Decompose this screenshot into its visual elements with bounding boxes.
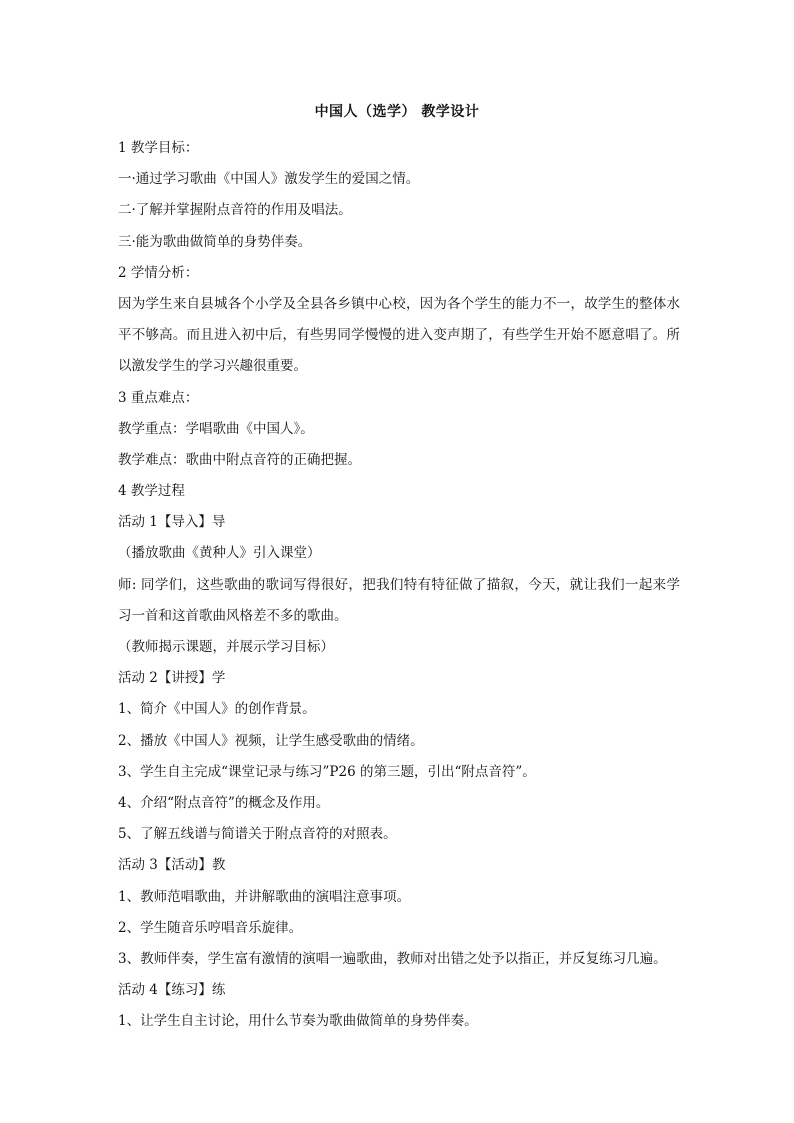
activity-step: 1、让学生自主讨论，用什么节奏为歌曲做简单的身势伴奏。 (118, 1013, 478, 1030)
section-heading-process: 4 教学过程 (118, 483, 185, 500)
difficulty-item: 教学难点：歌曲中附点音符的正确把握。 (118, 451, 361, 468)
activity-heading: 活动 2【讲授】学 (118, 670, 226, 687)
activity-heading: 活动 4【练习】练 (118, 982, 226, 999)
activity-step: 2、播放《中国人》视频，让学生感受歌曲的情绪。 (118, 732, 424, 749)
section-heading-objectives: 1 教学目标： (118, 140, 199, 156)
activity-step: 1、简介《中国人》的创作背景。 (118, 701, 316, 718)
activity-step: 3、教师伴奏，学生富有激情的演唱一遍歌曲，教师对出错之处予以指正，并反复练习几遍。 (118, 950, 667, 967)
teacher-speech-paragraph: 师: 同学们，这些歌曲的歌词写得很好，把我们特有特征做了描叙，今天，就让我们一起来学习一首和这首歌曲风格差不多的歌曲。 (118, 576, 680, 624)
activity-step: 2、学生随音乐哼唱音乐旋律。 (118, 919, 303, 936)
document-body (118, 133, 680, 1038)
section-heading-key-points: 3 重点难点： (118, 389, 199, 406)
objective-item: 三·能为歌曲做简单的身势伴奏。 (118, 233, 312, 250)
activity-note: （播放歌曲《黄种人》引入课堂） (118, 545, 321, 562)
objective-item: 一·通过学习歌曲《中国人》激发学生的爱国之情。 (118, 171, 420, 188)
activity-step: 3、学生自主完成“课堂记录与练习”P26 的第三题，引出“附点音符”。 (118, 763, 536, 780)
activity-heading: 活动 3【活动】教 (118, 857, 226, 874)
objective-item: 二·了解并掌握附点音符的作用及唱法。 (118, 202, 352, 219)
activity-step: 5、了解五线谱与简谱关于附点音符的对照表。 (118, 826, 397, 843)
activity-step: 1、教师范唱歌曲，并讲解歌曲的演唱注意事项。 (118, 888, 411, 905)
analysis-paragraph: 因为学生来自县城各个小学及全县各乡镇中心校，因为各个学生的能力不一，故学生的整体水平不够高。而且进入初中后，有些男同学慢慢的进入变声期了，有些学生开始不愿意唱了。所以激发学生的学习兴趣很重要。 (118, 295, 680, 375)
key-point-item: 教学重点：学唱歌曲《中国人》。 (118, 420, 314, 437)
activity-step: 4、介绍“附点音符”的概念及作用。 (118, 795, 330, 812)
activity-note: （教师揭示课题，并展示学习目标） (118, 639, 334, 656)
document-title: 中国人（选学） 教学设计 (314, 104, 480, 120)
section-heading-analysis: 2 学情分析： (118, 264, 199, 281)
activity-heading: 活动 1【导入】导 (118, 514, 226, 531)
